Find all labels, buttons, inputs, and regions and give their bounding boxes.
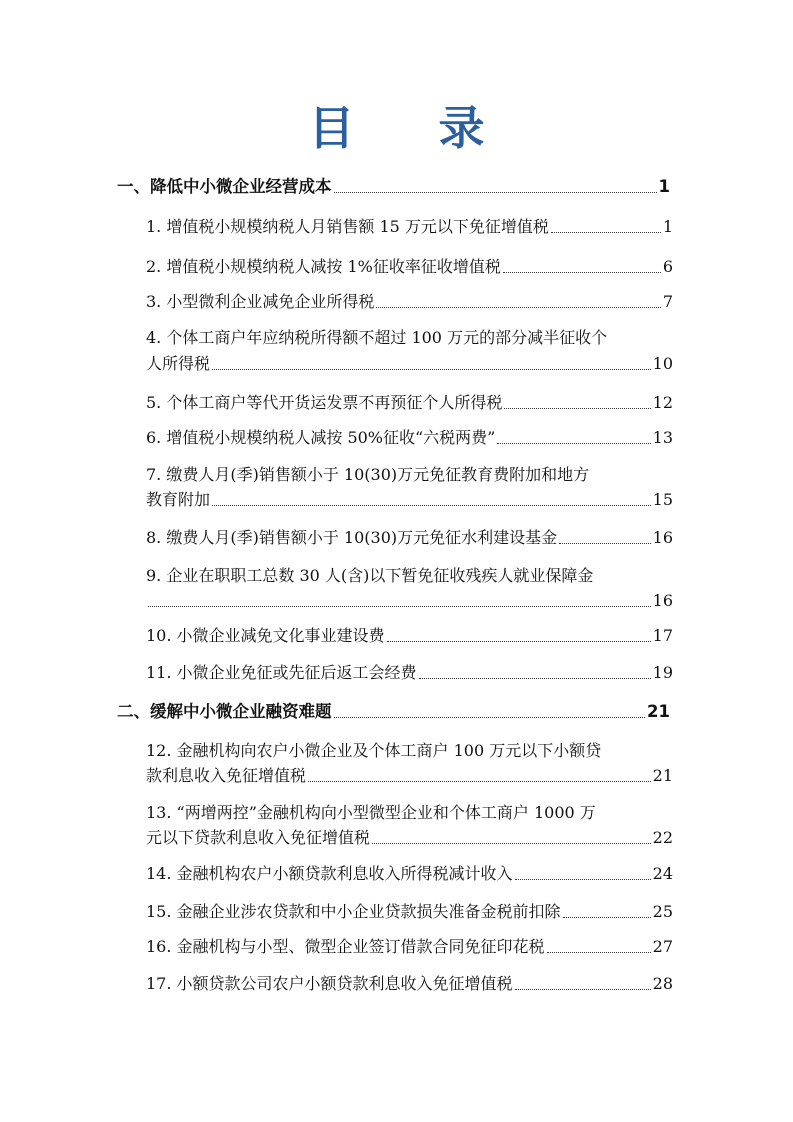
toc-entry-8[interactable] — [146, 525, 673, 551]
toc-entry-7-line-1[interactable] — [146, 462, 673, 488]
toc-page-number: 1 — [658, 177, 670, 196]
toc-section-1[interactable] — [117, 174, 670, 200]
toc-page-number: 24 — [652, 864, 673, 883]
toc-entry-label: 1. 增值税小规模纳税人月销售额 15 万元以下免征增值税 — [146, 217, 549, 236]
dot-leader — [376, 307, 660, 308]
toc-entry-label: 14. 金融机构农户小额贷款利息收入所得税减计收入 — [146, 864, 513, 883]
dot-leader — [551, 232, 661, 233]
dot-leader — [372, 843, 651, 844]
dot-leader — [334, 192, 657, 193]
toc-entry-label: 15. 金融企业涉农贷款和中小企业贷款损失准备金税前扣除 — [146, 902, 561, 921]
toc-entry-label-continued: 款利息收入免征增值税 — [146, 766, 307, 785]
dot-leader — [515, 989, 651, 990]
toc-entry-6[interactable] — [146, 425, 673, 451]
toc-entry-label: 12. 金融机构向农户小微企业及个体工商户 100 万元以下小额贷 — [146, 741, 602, 760]
toc-entry-label: 4. 个体工商户年应纳税所得额不超过 100 万元的部分减半征收个 — [146, 328, 608, 347]
toc-entry-17[interactable] — [146, 971, 673, 997]
dot-leader — [212, 505, 651, 506]
toc-page-number: 13 — [652, 428, 673, 447]
page-title: 目 录 — [308, 101, 519, 155]
dot-leader — [334, 717, 646, 718]
toc-page-number: 21 — [652, 766, 673, 785]
toc-section-label: 一、降低中小微企业经营成本 — [117, 177, 332, 196]
toc-entry-2[interactable] — [146, 254, 673, 280]
toc-entry-5[interactable] — [146, 390, 673, 416]
toc-page-number: 7 — [662, 292, 673, 311]
toc-entry-13-line-1[interactable] — [146, 800, 673, 826]
toc-page-number: 10 — [652, 354, 673, 373]
toc-entry-label: 2. 增值税小规模纳税人减按 1%征收率征收增值税 — [146, 257, 501, 276]
toc-page-number: 6 — [662, 257, 673, 276]
toc-entry-label: 7. 缴费人月(季)销售额小于 10(30)万元免征教育费附加和地方 — [146, 465, 590, 484]
toc-entry-label: 17. 小额贷款公司农户小额贷款利息收入免征增值税 — [146, 974, 513, 993]
toc-page-number: 16 — [652, 528, 673, 547]
dot-leader — [148, 606, 651, 607]
toc-entry-16[interactable] — [146, 934, 673, 960]
toc-entry-4-line-1[interactable] — [146, 325, 673, 351]
toc-entry-label-continued: 元以下贷款利息收入免征增值税 — [146, 828, 371, 847]
toc-entry-1[interactable] — [146, 214, 673, 240]
toc-page-number: 16 — [652, 591, 673, 610]
toc-entry-9-line-2[interactable] — [146, 588, 673, 614]
toc-entry-label: 3. 小型微利企业减免企业所得税 — [146, 292, 375, 311]
toc-entry-label: 9. 企业在职职工总数 30 人(含)以下暂免征收残疾人就业保障金 — [146, 566, 594, 585]
toc-entry-7-line-2[interactable] — [146, 487, 673, 513]
dot-leader — [308, 781, 651, 782]
toc-page-number: 25 — [652, 902, 673, 921]
toc-page-number: 17 — [652, 626, 673, 645]
toc-entry-label: 6. 增值税小规模纳税人减按 50%征收“六税两费” — [146, 428, 496, 447]
toc-page-number: 28 — [652, 974, 673, 993]
dot-leader — [547, 952, 651, 953]
toc-entry-label-continued: 教育附加 — [146, 490, 211, 509]
toc-section-2[interactable] — [117, 699, 670, 725]
toc-entry-label: 10. 小微企业减免文化事业建设费 — [146, 626, 385, 645]
dot-leader — [559, 543, 651, 544]
toc-entry-9-line-1[interactable] — [146, 563, 673, 589]
dot-leader — [504, 408, 650, 409]
dot-leader — [419, 678, 651, 679]
toc-entry-label: 16. 金融机构与小型、微型企业签订借款合同免征印花税 — [146, 937, 545, 956]
toc-entry-label-continued: 人所得税 — [146, 354, 211, 373]
toc-entry-label: 8. 缴费人月(季)销售额小于 10(30)万元免征水利建设基金 — [146, 528, 558, 547]
dot-leader — [515, 879, 651, 880]
toc-section-label: 二、缓解中小微企业融资难题 — [117, 702, 332, 721]
toc-entry-14[interactable] — [146, 861, 673, 887]
toc-entry-3[interactable] — [146, 289, 673, 315]
dot-leader — [212, 369, 651, 370]
toc-entry-11[interactable] — [146, 660, 673, 686]
toc-page-number: 21 — [647, 702, 670, 721]
toc-entry-10[interactable] — [146, 623, 673, 649]
toc-entry-12-line-1[interactable] — [146, 738, 673, 764]
dot-leader — [503, 272, 661, 273]
toc-page-number: 12 — [652, 393, 673, 412]
toc-entry-13-line-2[interactable] — [146, 825, 673, 851]
dot-leader — [563, 917, 651, 918]
toc-entry-4-line-2[interactable] — [146, 351, 673, 377]
dot-leader — [497, 443, 650, 444]
toc-entry-label: 11. 小微企业免征或先征后返工会经费 — [146, 663, 417, 682]
toc-page-number: 27 — [652, 937, 673, 956]
toc-page-number: 1 — [662, 217, 673, 236]
toc-page-number: 19 — [652, 663, 673, 682]
toc-entry-label: 13. “两增两控”金融机构向小型微型企业和个体工商户 1000 万 — [146, 803, 596, 822]
toc-page-number: 22 — [652, 828, 673, 847]
toc-entry-label: 5. 个体工商户等代开货运发票不再预征个人所得税 — [146, 393, 503, 412]
toc-entry-15[interactable] — [146, 899, 673, 925]
toc-page-number: 15 — [652, 490, 673, 509]
dot-leader — [387, 641, 651, 642]
toc-entry-12-line-2[interactable] — [146, 763, 673, 789]
